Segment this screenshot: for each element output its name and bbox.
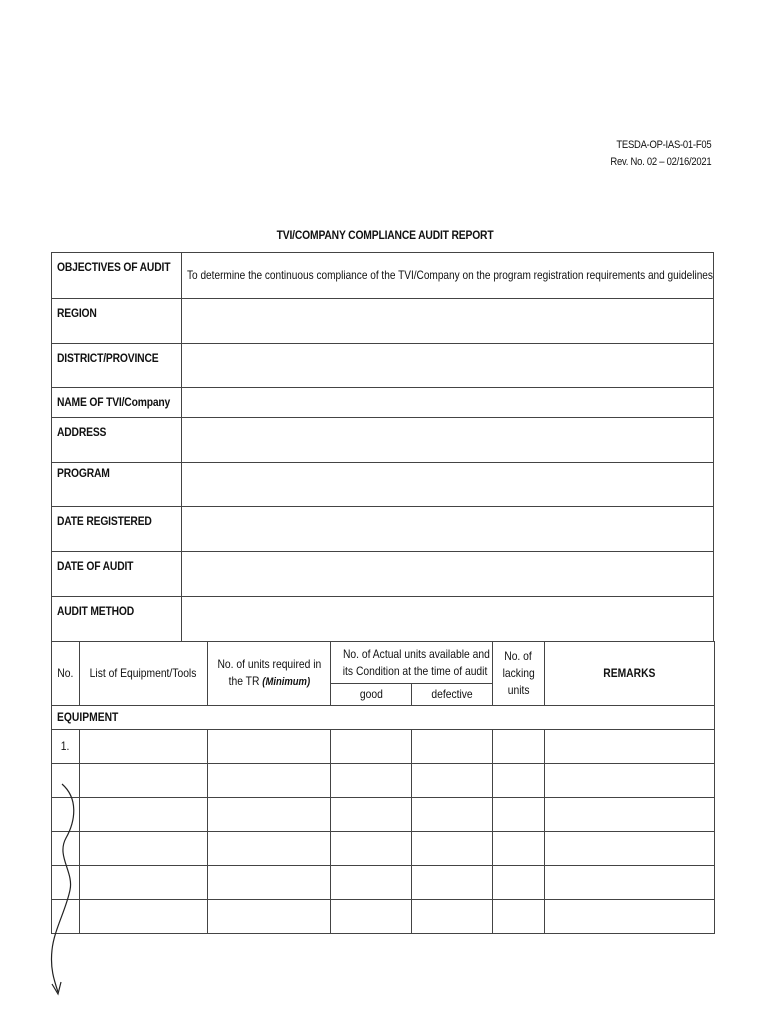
table-cell[interactable]: [493, 866, 545, 900]
address-field[interactable]: [182, 418, 714, 463]
district-label: DISTRICT/PROVINCE: [52, 344, 182, 388]
table-cell[interactable]: [545, 764, 715, 798]
table-cell[interactable]: [331, 900, 412, 934]
date-audit-field[interactable]: [182, 552, 714, 597]
table-cell[interactable]: [493, 764, 545, 798]
table-cell[interactable]: [412, 798, 493, 832]
district-row: [52, 344, 714, 388]
table-cell[interactable]: [493, 832, 545, 866]
table-cell[interactable]: [412, 832, 493, 866]
table-cell[interactable]: [493, 900, 545, 934]
region-row: [52, 299, 714, 344]
name-label: NAME OF TVI/Company: [52, 388, 182, 418]
col-actual-header: No. of Actual units available and its Condition at the time of audit: [331, 642, 493, 684]
table-cell[interactable]: [412, 730, 493, 764]
district-field[interactable]: [182, 344, 714, 388]
table-cell[interactable]: [493, 730, 545, 764]
date-registered-label: DATE REGISTERED: [52, 507, 182, 552]
date-audit-label: DATE OF AUDIT: [52, 552, 182, 597]
objectives-value: To determine the continuous compliance of the TVI/Company on the program registration requirements and guidelines: [182, 253, 714, 299]
table-row: [52, 764, 715, 798]
table-cell[interactable]: [80, 764, 208, 798]
table-cell[interactable]: [331, 764, 412, 798]
revision-number: Rev. No. 02 – 02/16/2021: [610, 156, 711, 168]
table-cell[interactable]: [493, 798, 545, 832]
table-cell[interactable]: [80, 832, 208, 866]
table-cell[interactable]: [412, 900, 493, 934]
table-cell[interactable]: [80, 900, 208, 934]
table-cell[interactable]: [412, 866, 493, 900]
name-field[interactable]: [182, 388, 714, 418]
col-required-header: No. of units required in the TR (Minimum): [208, 642, 331, 706]
table-cell[interactable]: [80, 730, 208, 764]
table-cell[interactable]: [208, 832, 331, 866]
date-registered-field[interactable]: [182, 507, 714, 552]
program-field[interactable]: [182, 463, 714, 507]
address-row: [52, 418, 714, 463]
table-cell[interactable]: [208, 900, 331, 934]
table-row: [52, 900, 715, 934]
date-audit-row: [52, 552, 714, 597]
equipment-header-row: [52, 642, 715, 684]
table-cell[interactable]: [208, 764, 331, 798]
audit-method-field[interactable]: [182, 597, 714, 642]
table-cell[interactable]: [545, 798, 715, 832]
program-label: PROGRAM: [52, 463, 182, 507]
table-row: [52, 730, 715, 764]
audit-method-row: [52, 597, 714, 642]
equipment-section-label: EQUIPMENT: [52, 706, 715, 730]
table-cell[interactable]: [412, 764, 493, 798]
name-row: [52, 388, 714, 418]
program-row: [52, 463, 714, 507]
document-code: TESDA-OP-IAS-01-F05: [616, 139, 711, 151]
table-cell[interactable]: [331, 866, 412, 900]
region-label: REGION: [52, 299, 182, 344]
table-cell[interactable]: [545, 832, 715, 866]
equipment-table: [51, 641, 715, 934]
col-defective-header: defective: [412, 684, 493, 706]
objectives-row: [52, 253, 714, 299]
equipment-section-row: [52, 706, 715, 730]
region-field[interactable]: [182, 299, 714, 344]
report-title: TVI/COMPANY COMPLIANCE AUDIT REPORT: [276, 228, 494, 242]
table-row: [52, 866, 715, 900]
row-number: 1.: [52, 730, 80, 764]
date-registered-row: [52, 507, 714, 552]
col-no-header: No.: [52, 642, 80, 706]
table-cell[interactable]: [208, 798, 331, 832]
continuation-arrow-icon: [40, 780, 90, 1000]
document-code-block: [610, 137, 711, 171]
table-cell[interactable]: [80, 798, 208, 832]
col-remarks-header: REMARKS: [545, 642, 715, 706]
table-cell[interactable]: [208, 866, 331, 900]
address-label: ADDRESS: [52, 418, 182, 463]
table-cell[interactable]: [545, 900, 715, 934]
table-row: [52, 798, 715, 832]
audit-method-label: AUDIT METHOD: [52, 597, 182, 642]
audit-info-table: [51, 252, 714, 642]
table-cell[interactable]: [331, 730, 412, 764]
col-good-header: good: [331, 684, 412, 706]
table-cell[interactable]: [331, 832, 412, 866]
table-row: [52, 832, 715, 866]
table-cell[interactable]: [208, 730, 331, 764]
col-list-header: List of Equipment/Tools: [80, 642, 208, 706]
col-lacking-header: No. of lacking units: [493, 642, 545, 706]
table-cell[interactable]: [80, 866, 208, 900]
table-cell[interactable]: [545, 730, 715, 764]
table-cell[interactable]: [545, 866, 715, 900]
objectives-label: OBJECTIVES OF AUDIT: [52, 253, 182, 299]
table-cell[interactable]: [331, 798, 412, 832]
